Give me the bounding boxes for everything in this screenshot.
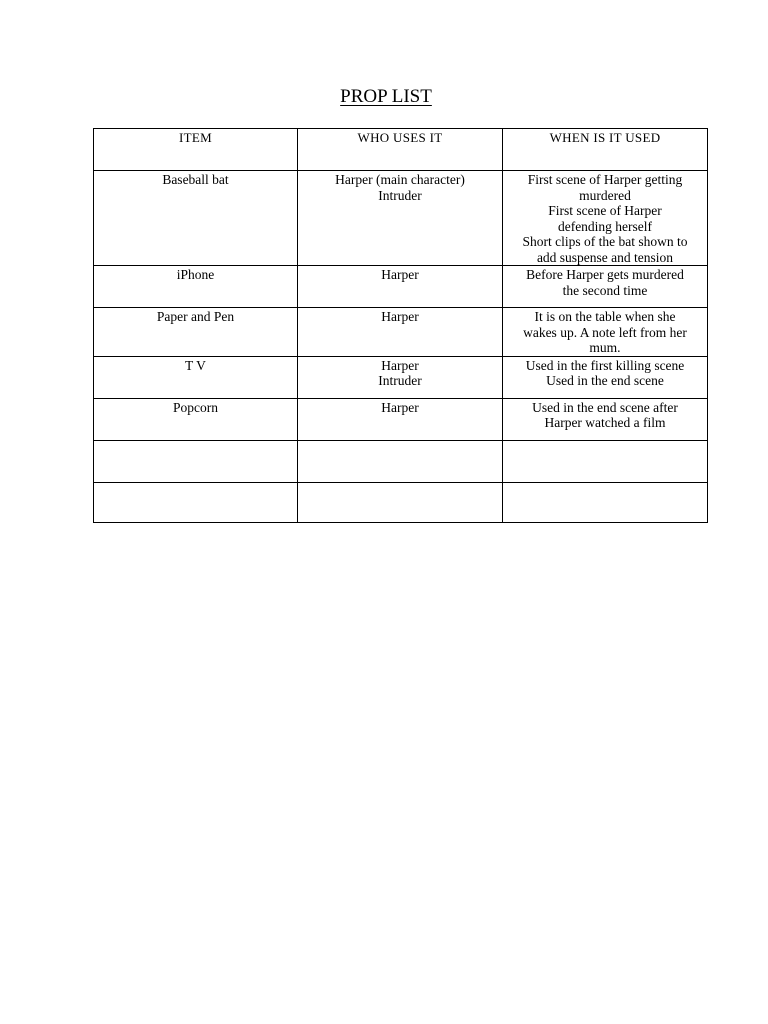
who-cell <box>298 171 503 266</box>
who-line: Harper <box>381 399 419 415</box>
who-cell <box>298 482 503 522</box>
table-row <box>94 171 708 266</box>
who-cell <box>298 266 503 308</box>
item-cell <box>94 440 298 482</box>
item-cell: Paper and Pen <box>94 308 298 357</box>
column-header-item: ITEM <box>94 129 298 171</box>
column-header-who-uses-it: WHO USES IT <box>298 129 503 171</box>
table-row <box>94 266 708 308</box>
item-cell: Baseball bat <box>94 171 298 266</box>
when-cell <box>503 266 708 308</box>
who-cell <box>298 356 503 398</box>
item-cell: Popcorn <box>94 398 298 440</box>
when-line: murdered <box>579 187 631 203</box>
item-cell <box>94 482 298 522</box>
when-line: It is on the table when she <box>534 309 676 324</box>
when-line: defending herself <box>557 218 653 234</box>
table-row-empty <box>94 482 708 522</box>
when-cell <box>503 308 708 357</box>
when-line: Used in the end scene after <box>532 399 678 415</box>
when-line: Short clips of the bat shown to <box>522 234 688 249</box>
table-header-row <box>94 129 708 171</box>
who-line: Harper <box>381 309 419 324</box>
table-row <box>94 356 708 398</box>
page-title: PROP LIST <box>340 86 432 107</box>
who-cell <box>298 440 503 482</box>
item-cell: iPhone <box>94 266 298 308</box>
when-line: the second time <box>562 282 648 298</box>
item-cell: T V <box>94 356 298 398</box>
who-line: Harper <box>381 357 419 373</box>
who-line: Harper (main character) <box>335 172 465 187</box>
who-line: Intruder <box>378 187 422 203</box>
prop-table <box>93 128 708 523</box>
who-cell <box>298 308 503 357</box>
table-row <box>94 308 708 357</box>
when-line: Harper watched a film <box>544 415 666 430</box>
when-cell <box>503 398 708 440</box>
when-line: add suspense and tension <box>536 249 674 265</box>
when-cell <box>503 171 708 266</box>
when-line: First scene of Harper <box>548 203 662 218</box>
when-line: Used in the first killing scene <box>525 357 685 373</box>
when-cell <box>503 440 708 482</box>
when-line: Before Harper gets murdered <box>526 267 684 282</box>
table-row <box>94 398 708 440</box>
column-header-when-is-it-used: WHEN IS IT USED <box>503 129 708 171</box>
when-line: First scene of Harper getting <box>527 172 683 187</box>
when-line: wakes up. A note left from her <box>523 324 687 340</box>
when-line: mum. <box>589 340 621 355</box>
who-line: Harper <box>381 267 419 282</box>
when-cell <box>503 482 708 522</box>
table-row-empty <box>94 440 708 482</box>
who-line: Intruder <box>378 373 422 388</box>
when-cell <box>503 356 708 398</box>
when-line: Used in the end scene <box>546 373 664 388</box>
who-cell <box>298 398 503 440</box>
